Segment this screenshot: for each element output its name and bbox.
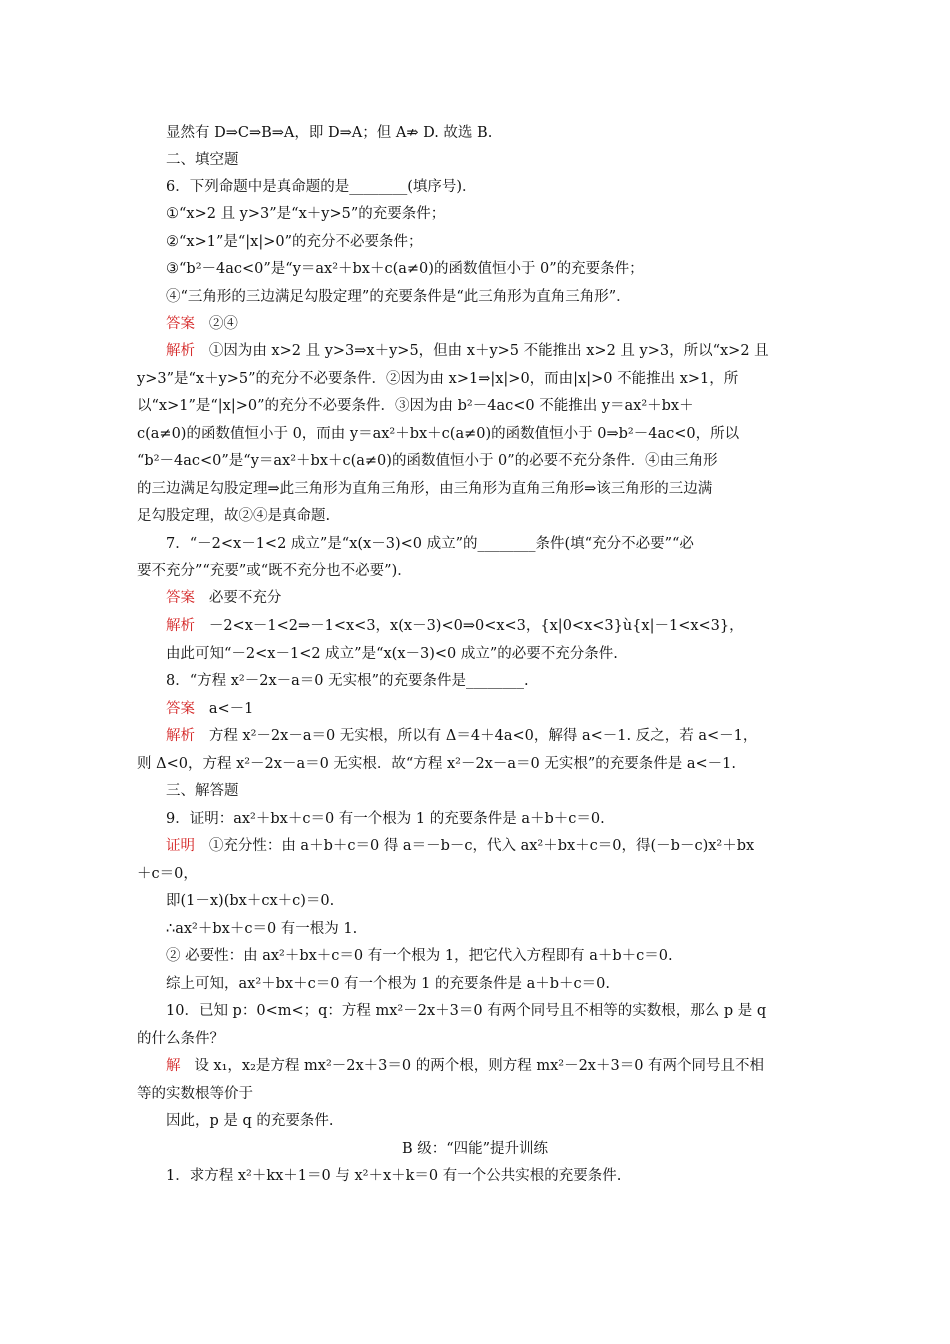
option-4: ④“三角形的三边满足勾股定理”的充要条件是“此三角形为直角三角形”． <box>166 289 631 305</box>
text-line: ＋c＝0， <box>137 866 198 882</box>
analysis-text: ①因为由 x>2 且 y>3⇒x＋y>5，但由 x＋y>5 不能推出 x>2 且 y>3，所以“x>2 且 <box>208 343 769 359</box>
analysis-label: 解析 <box>166 343 195 359</box>
text-line: 由此可知“－2<x－1<2 成立”是“x(x－3)<0 成立”的必要不充分条件. <box>166 646 618 662</box>
answer-label: 答案 <box>166 316 195 332</box>
analysis-line <box>166 613 744 641</box>
text-line: ② 必要性：由 ax²＋bx＋c＝0 有一个根为 1，把它代入方程即有 a＋b＋c＝0. <box>166 948 673 964</box>
analysis-line <box>166 723 757 751</box>
proof-line <box>166 833 754 861</box>
text-line: c(a≠0)的函数值恒小于 0，而由 y＝ax²＋bx＋c(a≠0)的函数值恒小于 0⇒b²－4ac<0，所以 <box>137 426 740 442</box>
proof-text: ①充分性：由 a＋b＋c＝0 得 a＝－b－c，代入 ax²＋bx＋c＝0，得(－b－c)x²＋bx <box>208 838 755 854</box>
question-6: 6．下列命题中是真命题的是________(填序号)． <box>166 179 477 195</box>
answer-line <box>166 696 253 724</box>
answer-text: 必要不充分 <box>208 590 282 606</box>
solution-label: 解 <box>166 1058 181 1074</box>
text-line: 综上可知，ax²＋bx＋c＝0 有一个根为 1 的充要条件是 a＋b＋c＝0. <box>166 976 610 992</box>
option-3: ③“b²－4ac<0”是“y＝ax²＋bx＋c(a≠0)的函数值恒小于 0”的充要条件； <box>166 261 644 277</box>
text-line: 即(1－x)(bx＋cx＋c)＝0. <box>166 893 335 909</box>
text-line: 因此，p 是 q 的充要条件. <box>166 1113 334 1129</box>
solution-line <box>166 1053 764 1081</box>
answer-label: 答案 <box>166 590 195 606</box>
answer-text: ②④ <box>208 316 238 332</box>
analysis-line <box>166 338 769 366</box>
question-9: 9．证明：ax²＋bx＋c＝0 有一个根为 1 的充要条件是 a＋b＋c＝0. <box>166 811 605 827</box>
question-7: 7．“－2<x－1<2 成立”是“x(x－3)<0 成立”的________条件(填“充分不必要”“必 <box>166 536 694 552</box>
text-line: ∴ax²＋bx＋c＝0 有一根为 1. <box>166 921 358 937</box>
answer-text: a<－1 <box>208 701 254 717</box>
option-2: ②“x>1”是“|x|>0”的充分不必要条件； <box>166 234 423 250</box>
question-10: 10．已知 p：0<m<；q：方程 mx²－2x＋3＝0 有两个同号且不相等的实数根，那么 p 是 q <box>166 1003 767 1019</box>
text-line: 等的实数根等价于 <box>137 1086 253 1102</box>
question-8: 8．“方程 x²－2x－a＝0 无实根”的充要条件是________. <box>166 673 529 689</box>
text-line: 的三边满足勾股定理⇒此三角形为直角三角形，由三角形为直角三角形⇒该三角形的三边满 <box>137 481 713 497</box>
proof-label: 证明 <box>166 838 195 854</box>
text-line: y>3”是“x＋y>5”的充分不必要条件．②因为由 x>1⇒|x|>0，而由|x|>0 不能推出 x>1，所 <box>137 371 739 387</box>
answer-line <box>166 311 238 339</box>
section-heading: 三、解答题 <box>166 783 239 799</box>
text-line: 的什么条件？ <box>137 1031 224 1047</box>
text-line: 以“x>1”是“|x|>0”的充分不必要条件．③因为由 b²－4ac<0 不能推出 y＝ax²＋bx＋ <box>137 398 694 414</box>
solution-text: 设 x₁，x₂是方程 mx²－2x＋3＝0 的两个根，则方程 mx²－2x＋3＝0 有两个同号且不相 <box>194 1058 765 1074</box>
text-line: “b²－4ac<0”是“y＝ax²＋bx＋c(a≠0)的函数值恒小于 0”的必要不充分条件．④由三角形 <box>137 453 718 469</box>
text-line: 足勾股定理，故②④是真命题. <box>137 508 331 524</box>
text-line: 则 Δ<0，方程 x²－2x－a＝0 无实根．故“方程 x²－2x－a＝0 无实根”的充要条件是 a<－1. <box>137 756 736 772</box>
section-heading: 二、填空题 <box>166 152 239 168</box>
analysis-label: 解析 <box>166 728 195 744</box>
text-line: 显然有 D⇒C⇒B⇒A，即 D⇒A；但 A⇏ D. 故选 B. <box>166 125 493 141</box>
text-line: 要不充分”“充要”或“既不充分也不必要”)． <box>137 563 412 579</box>
section-title-b: B 级：“四能”提升训练 <box>401 1141 549 1157</box>
answer-line <box>166 585 281 613</box>
analysis-label: 解析 <box>166 618 195 634</box>
question-b1: 1．求方程 x²＋kx＋1＝0 与 x²＋x＋k＝0 有一个公共实根的充要条件. <box>166 1168 622 1184</box>
option-1: ①“x>2 且 y>3”是“x＋y>5”的充要条件； <box>166 206 446 222</box>
analysis-text: －2<x－1<2⇒－1<x<3，x(x－3)<0⇒0<x<3，{x|0<x<3}ù{x|－1<x<3}， <box>208 618 744 634</box>
analysis-text: 方程 x²－2x－a＝0 无实根，所以有 Δ＝4＋4a<0，解得 a<－1. 反之，若 a<－1， <box>208 728 758 744</box>
answer-label: 答案 <box>166 701 195 717</box>
